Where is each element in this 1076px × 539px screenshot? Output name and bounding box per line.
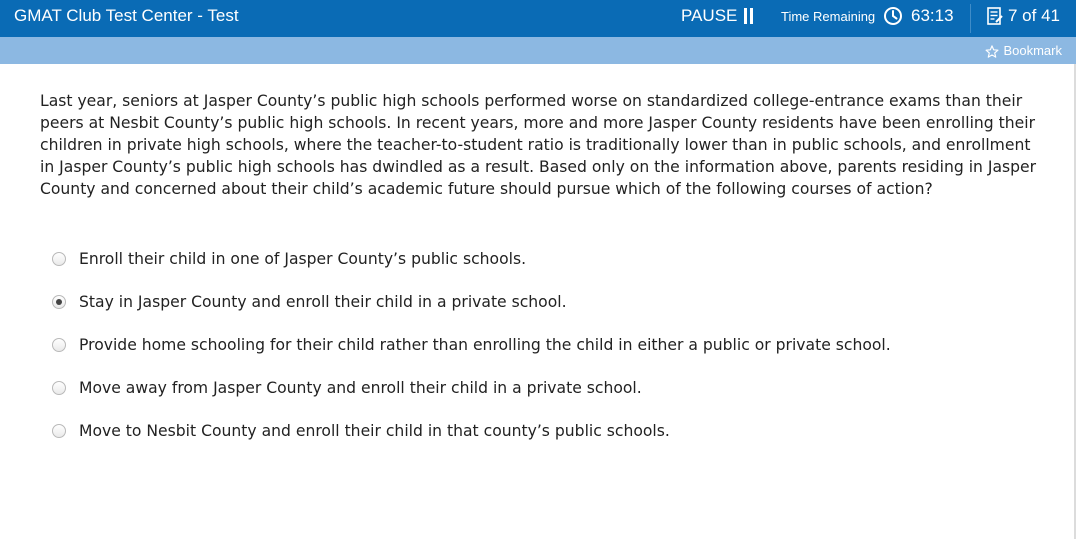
radio-button-selected[interactable] (52, 295, 66, 309)
radio-button[interactable] (52, 424, 66, 438)
top-bar (0, 0, 1076, 37)
edit-document-icon (987, 7, 1003, 25)
pause-icon (744, 8, 753, 24)
clock-icon (883, 6, 903, 26)
answer-option-label: Provide home schooling for their child rather than enrolling the child in either a public or private school. (79, 336, 891, 354)
star-outline-icon (985, 45, 999, 58)
answer-option-label: Move away from Jasper County and enroll their child in a private school. (79, 379, 642, 397)
question-stem: Last year, seniors at Jasper County’s public high schools performed worse on standardized college-entrance exams than their peers at Nesbit County’s public high schools. In recent years, more and more Jasper County residents have been enrolling their children in private high schools, where the teacher-to-student ratio is traditionally lower than in public schools, and enrollment in Jasper County’s public high schools has dwindled as a result. Based only on the information above, parents residing in Jasper County and concerned about their child’s academic future should pursue which of the following courses of action? (40, 92, 1037, 198)
radio-button[interactable] (52, 338, 66, 352)
pause-button[interactable] (681, 6, 753, 26)
bookmark-button[interactable] (985, 43, 1062, 59)
answer-option-c[interactable] (52, 334, 952, 356)
bookmark-label: Bookmark (1003, 43, 1062, 58)
header-divider (970, 4, 971, 33)
answer-option-a[interactable] (52, 248, 952, 270)
time-remaining-value: 63:13 (911, 6, 954, 25)
answer-option-b[interactable] (52, 291, 952, 313)
sub-toolbar (0, 37, 1076, 64)
answer-option-e[interactable] (52, 420, 952, 442)
radio-button[interactable] (52, 252, 66, 266)
app-title: GMAT Club Test Center - Test (14, 6, 239, 25)
question-counter[interactable] (987, 6, 1060, 26)
answer-option-d[interactable] (52, 377, 952, 399)
pause-label: PAUSE (681, 6, 738, 25)
time-remaining-label: Time Remaining (781, 9, 876, 24)
radio-button[interactable] (52, 381, 66, 395)
answer-option-label: Stay in Jasper County and enroll their child in a private school. (79, 293, 567, 311)
answer-option-label: Move to Nesbit County and enroll their child in that county’s public schools. (79, 422, 670, 440)
answer-option-label: Enroll their child in one of Jasper County’s public schools. (79, 250, 527, 268)
question-counter-text: 7 of 41 (1008, 6, 1060, 25)
